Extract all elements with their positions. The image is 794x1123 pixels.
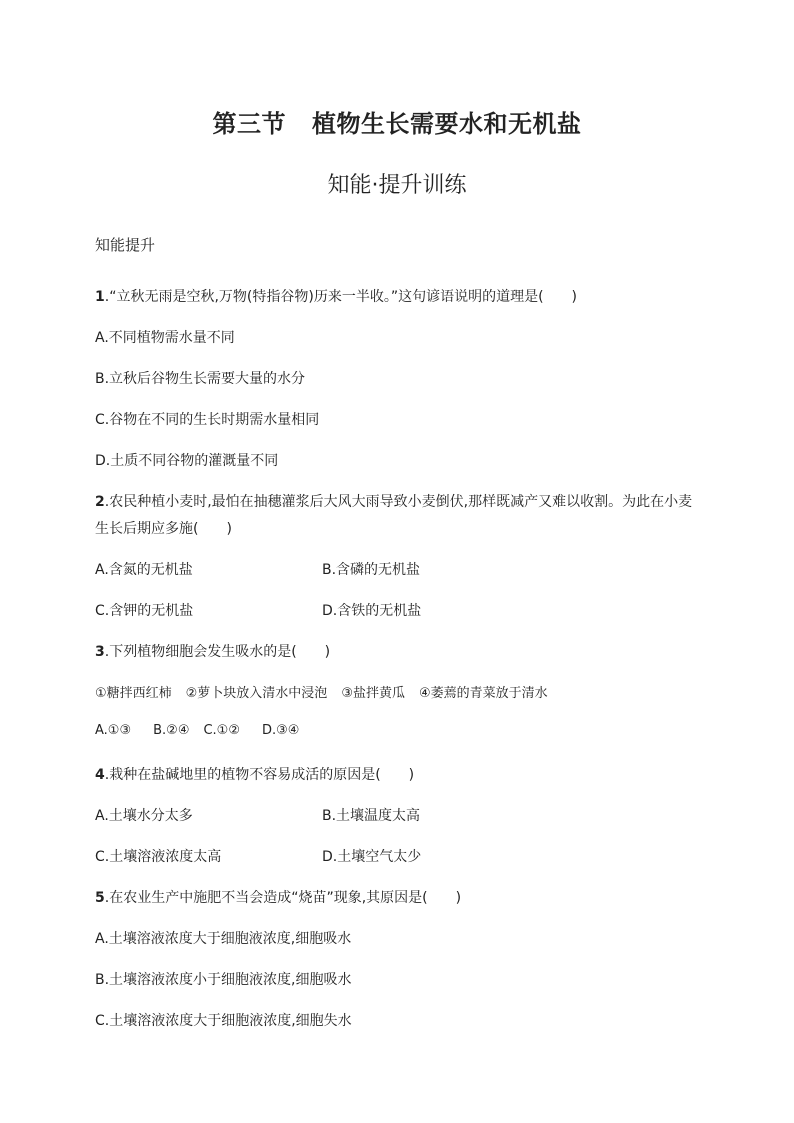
question-number: 3 bbox=[95, 644, 105, 660]
question-number: 1 bbox=[95, 289, 105, 305]
question-text: .栽种在盐碱地里的植物不容易成活的原因是( ) bbox=[104, 767, 415, 783]
option-b: B.土壤溶液浓度小于细胞液浓度,细胞吸水 bbox=[95, 972, 352, 988]
page-subtitle: 知能·提升训练 bbox=[327, 173, 467, 198]
item-3: ③盐拌黄瓜 bbox=[341, 686, 405, 701]
page-title bbox=[0, 104, 794, 139]
item-4: ④萎蔫的青菜放于清水 bbox=[418, 686, 548, 701]
section-title: 植物生长需要水和无机盐 bbox=[312, 110, 582, 138]
option-a: A.土壤溶液浓度大于细胞液浓度,细胞吸水 bbox=[95, 931, 352, 947]
option-d: D.土壤空气太少 bbox=[322, 849, 422, 865]
question-text: .在农业生产中施肥不当会造成“烧苗”现象,其原因是( ) bbox=[104, 890, 462, 906]
item-2: ②萝卜块放入清水中浸泡 bbox=[185, 686, 328, 701]
option-a: A.含氮的无机盐 bbox=[95, 562, 193, 578]
question-number: 2 bbox=[95, 494, 105, 510]
option-c: C.谷物在不同的生长时期需水量相同 bbox=[95, 412, 320, 428]
option-a: A.不同植物需水量不同 bbox=[95, 330, 235, 346]
option-c: C.①② bbox=[203, 723, 240, 738]
question-number: 5 bbox=[95, 890, 105, 906]
option-d: D.③④ bbox=[262, 723, 300, 738]
question-3-options bbox=[95, 723, 299, 738]
item-1: ①糖拌西红柿 bbox=[95, 686, 172, 701]
question-text: .农民种植小麦时,最怕在抽穗灌浆后大风大雨导致小麦倒伏,那样既减产又难以收割。为此在小麦 bbox=[104, 494, 693, 510]
option-c: C.土壤溶液浓度太高 bbox=[95, 849, 222, 865]
option-d: D.土质不同谷物的灌溉量不同 bbox=[95, 453, 279, 469]
option-c: C.土壤溶液浓度大于细胞液浓度,细胞失水 bbox=[95, 1013, 352, 1029]
question-4 bbox=[95, 764, 414, 784]
section-heading: 知能提升 bbox=[95, 236, 156, 254]
question-number: 4 bbox=[95, 767, 105, 783]
option-a: A.①③ bbox=[95, 723, 132, 738]
question-text: .“立秋无雨是空秋,万物(特指谷物)历来一半收。”这句谚语说明的道理是( ) bbox=[104, 289, 578, 305]
section-number: 第三节 bbox=[212, 110, 286, 138]
question-3-items bbox=[95, 682, 548, 701]
option-d: D.含铁的无机盐 bbox=[322, 603, 422, 619]
question-2 bbox=[95, 491, 692, 511]
option-c: C.含钾的无机盐 bbox=[95, 603, 194, 619]
option-a: A.土壤水分太多 bbox=[95, 808, 193, 824]
option-b: B.含磷的无机盐 bbox=[322, 562, 421, 578]
question-5 bbox=[95, 887, 461, 907]
question-1 bbox=[95, 286, 577, 306]
option-b: B.立秋后谷物生长需要大量的水分 bbox=[95, 371, 306, 387]
option-b: B.②④ bbox=[153, 723, 190, 738]
question-3 bbox=[95, 641, 330, 661]
option-b: B.土壤温度太高 bbox=[322, 808, 421, 824]
question-2-continued: 生长后期应多施( ) bbox=[95, 521, 232, 537]
question-text: .下列植物细胞会发生吸水的是( ) bbox=[104, 644, 331, 660]
